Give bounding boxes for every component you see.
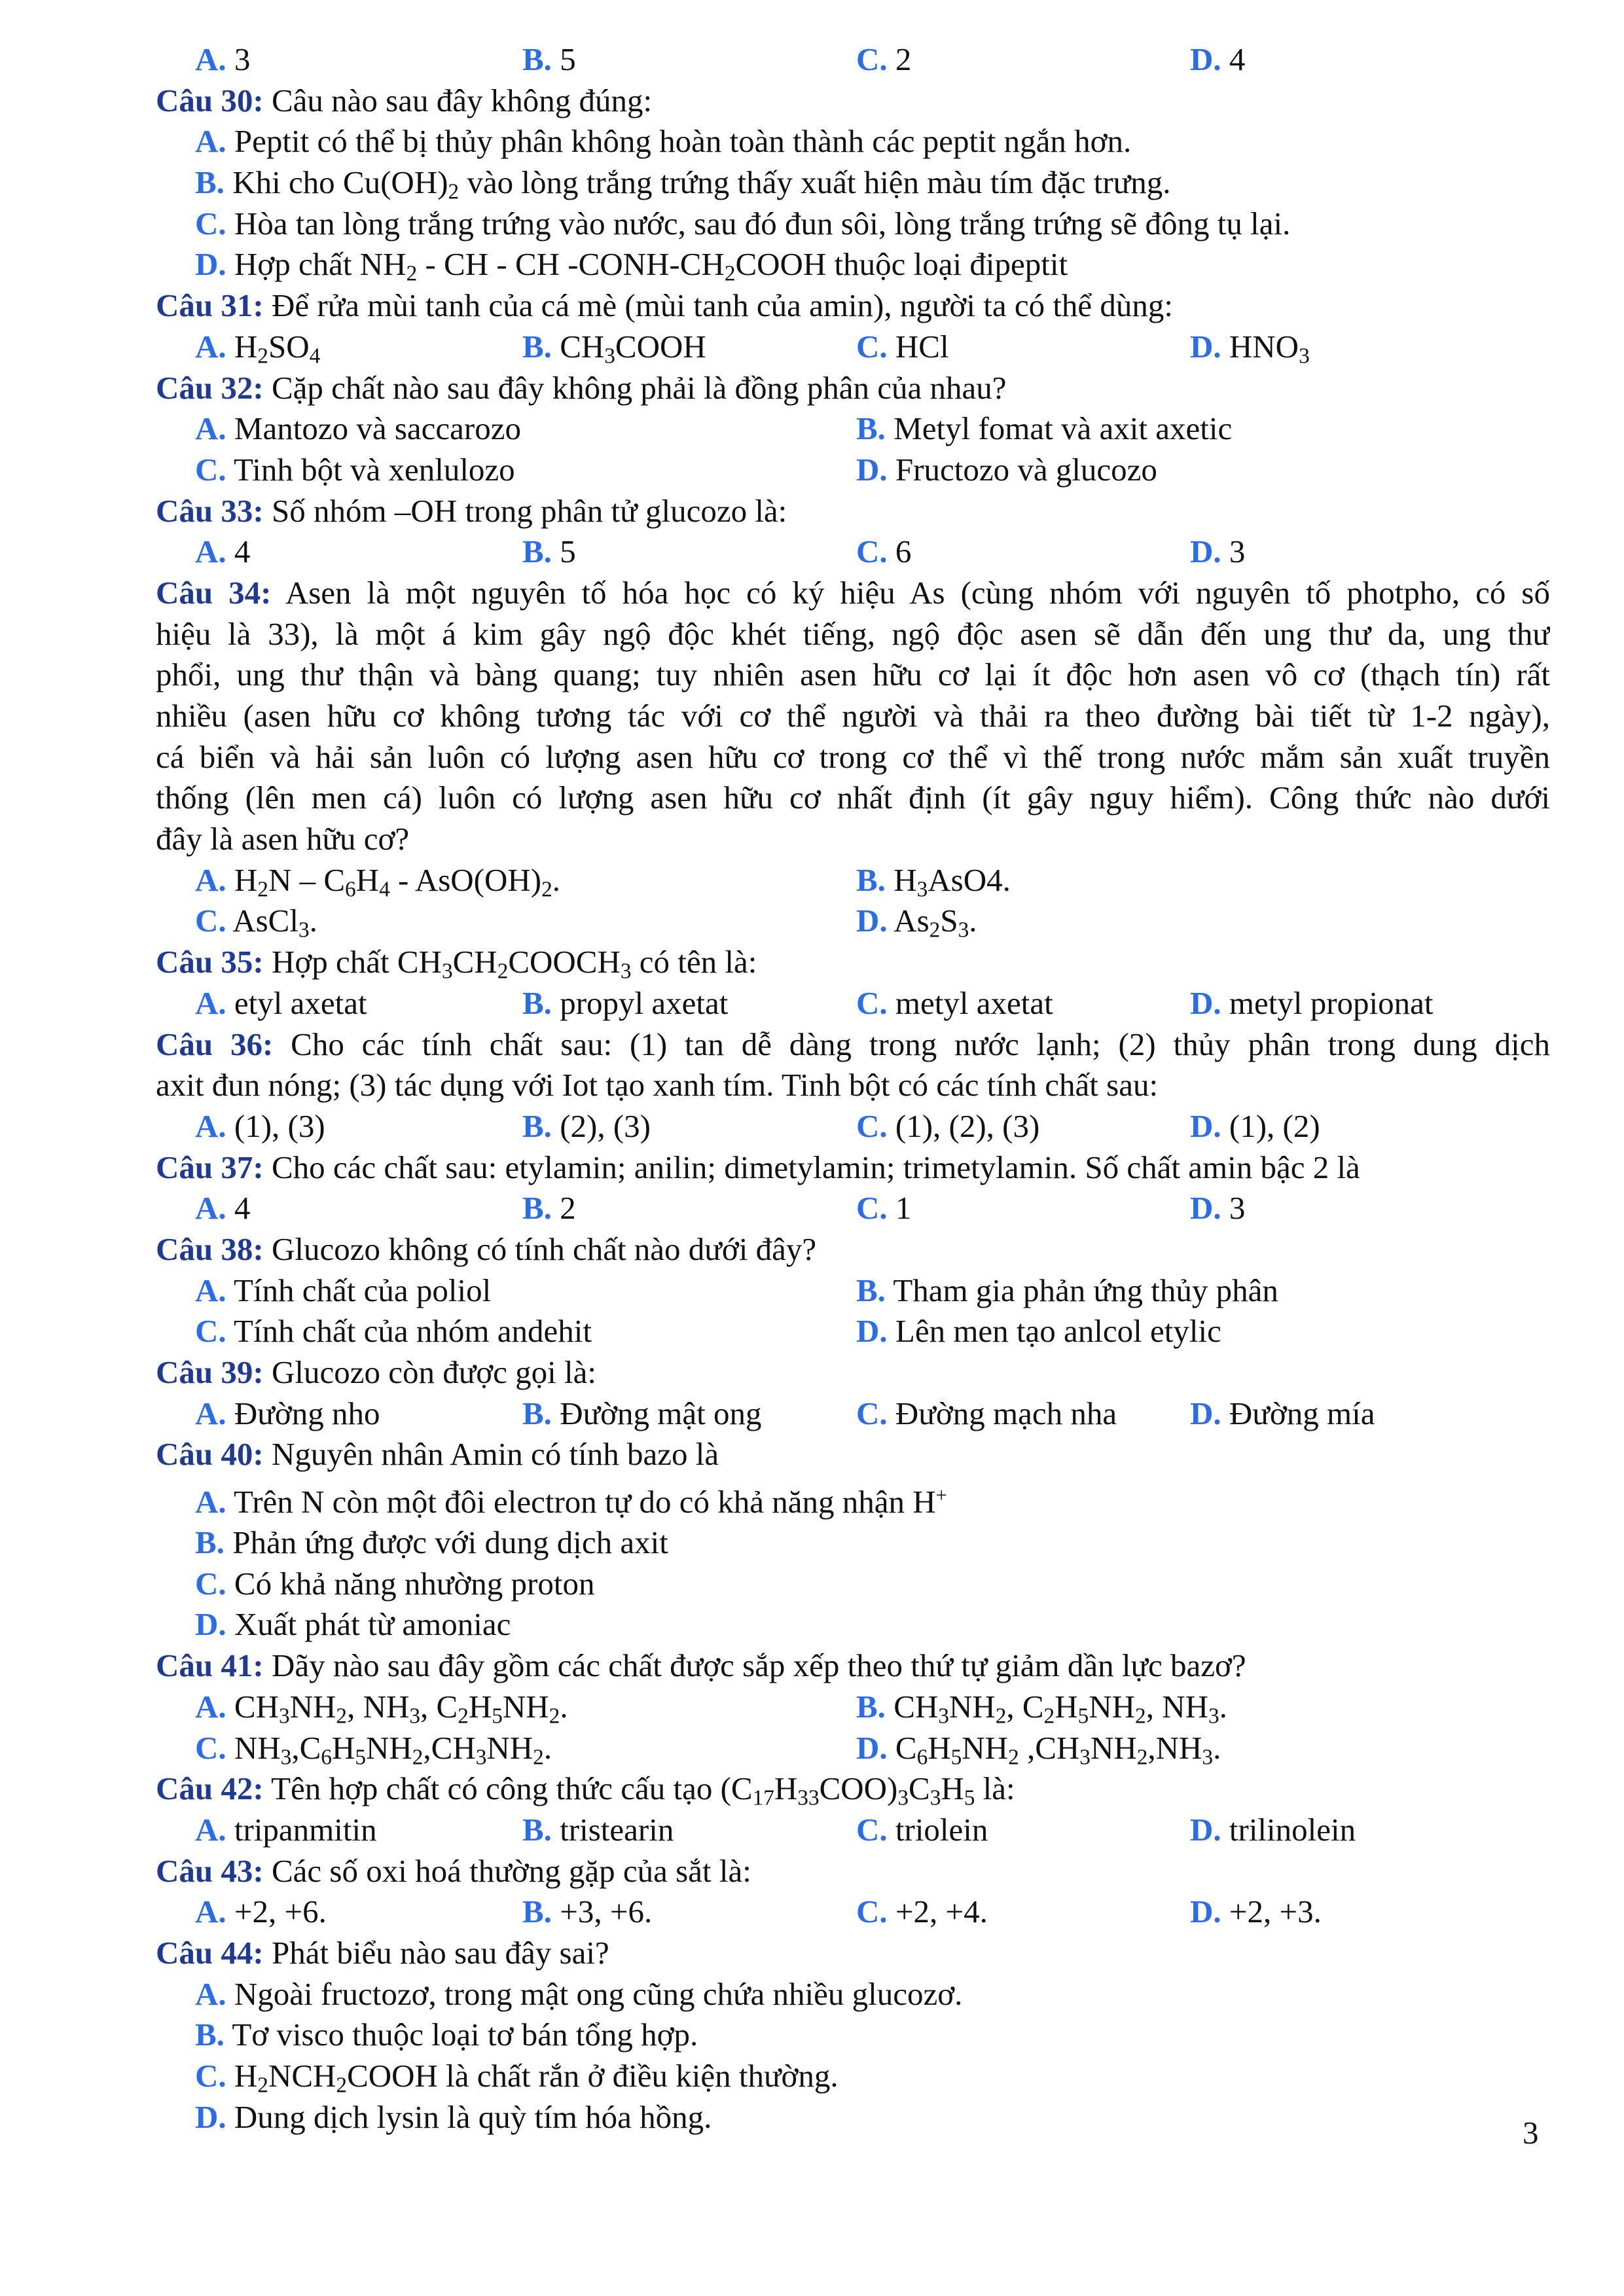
question-36	[156, 1024, 1550, 1106]
question-number: Câu 39:	[156, 1354, 264, 1390]
option-text: 3	[234, 41, 251, 77]
answer-row	[156, 327, 1550, 368]
answer-row	[156, 1728, 1550, 1769]
option-d	[195, 244, 1068, 285]
option-d: D. $HNO_3$	[1190, 328, 1310, 368]
question-38	[156, 1229, 1550, 1270]
question-33	[156, 491, 1550, 532]
answer-row	[156, 1393, 1550, 1435]
option-text: 2	[895, 41, 912, 77]
option-b: B. tristearin	[522, 1811, 674, 1848]
option-text: 5	[560, 41, 576, 77]
option-b: B. Phản ứng được với dung dịch axit	[195, 1524, 668, 1561]
option-a: A. Tính chất của poliol	[195, 1272, 492, 1308]
option-b: B. Đường mật ong	[522, 1395, 762, 1431]
option-b	[522, 39, 576, 81]
option-b: B. $CH_3COOH$	[522, 328, 706, 368]
option-d: D. Fructozo và glucozo	[856, 451, 1157, 488]
question-text: Số nhóm –OH trong phân tử glucozo là:	[271, 492, 787, 529]
option-label: D.	[1190, 41, 1221, 77]
option-b: B. propyl axetat	[522, 984, 729, 1021]
option-b: B. 5	[522, 533, 576, 570]
question-text: Cặp chất nào sau đây không phải là đồng phân của nhau?	[271, 369, 1007, 406]
question-43	[156, 1851, 1550, 1892]
option-a: A. Ngoài fructozơ, trong mật ong cũng chứa nhiều glucozơ.	[195, 1975, 963, 2012]
option-label: C.	[856, 41, 888, 77]
question-text: Để rửa mùi tanh của cá mè (mùi tanh của amin), người ta có thể dùng:	[271, 287, 1174, 324]
question-text: Glucozo còn được gọi là:	[271, 1354, 597, 1390]
option-a: A. 4	[195, 1190, 251, 1227]
option-c: C. Tính chất của nhóm andehit	[195, 1313, 592, 1350]
option-b: B. Metyl fomat và axit axetic	[856, 410, 1233, 447]
answer-row	[156, 1270, 1550, 1312]
option-b	[195, 162, 1171, 204]
option-a: A. +2, +6.	[195, 1893, 327, 1930]
option-a: A. Mantozo và saccarozo	[195, 410, 521, 447]
option-b: B. Tham gia phản ứng thủy phân	[856, 1272, 1278, 1308]
option-c: C. (1), (2), (3)	[856, 1107, 1040, 1144]
question-42	[156, 1768, 1550, 1810]
question-text: phổi, ung thư thận và bàng quang; tuy nhiên asen hữu cơ lại ít độc hơn asen vô cơ (thạch tín) rất	[156, 656, 1550, 693]
option-label: B.	[195, 164, 225, 201]
option-d: D. Dung dịch lysin là quỳ tím hóa hồng.	[195, 2098, 712, 2135]
question-number: Câu 41:	[156, 1647, 264, 1684]
option-label: A.	[195, 41, 226, 77]
option-c: C. Đường mạch nha	[856, 1395, 1117, 1431]
option-d: D. (1), (2)	[1190, 1107, 1320, 1144]
option-a: A. $H_2SO_4$	[195, 328, 321, 368]
option-b: B. 2	[522, 1190, 576, 1227]
option-text: Khi cho $Cu(OH)_2$ vào lòng trắng trứng thấy xuất hiện màu tím đặc trưng.	[232, 164, 1171, 204]
option-c	[195, 204, 1290, 245]
question-44	[156, 1933, 1550, 1974]
option-d: D. Lên men tạo anlcol etylic	[856, 1313, 1221, 1350]
question-text: hiệu là 33), là một á kim gây ngộ độc khét tiếng, ngộ độc asen sẽ dẫn đến ung thư da, ung thư	[156, 615, 1550, 652]
question-number: Câu 32:	[156, 369, 264, 406]
option-c: C. AsCl$_3$.	[195, 903, 317, 942]
option-d: D. +2, +3.	[1190, 1893, 1322, 1930]
question-text: Hợp chất $CH_3CH_2COOCH_3$ có tên là:	[271, 944, 757, 984]
option-b: B. $CH_3NH_2$, $C_2H_5NH_2$, $NH_3$.	[856, 1688, 1227, 1729]
answer-row	[156, 1106, 1550, 1147]
question-34	[156, 573, 1550, 860]
answer-row	[156, 1892, 1550, 1933]
option-c: C. 1	[856, 1190, 912, 1227]
option-c: C. $H_2NCH_2COOH$ là chất rắn ở điều kiện thường.	[195, 2058, 839, 2098]
page-number: 3	[1523, 2115, 1539, 2151]
question-31	[156, 285, 1550, 327]
question-number: Câu 37:	[156, 1149, 264, 1185]
answer-row	[156, 1810, 1550, 1851]
question-text: nhiều (asen hữu cơ không tương tác với cơ thể người và thải ra theo đường bài tiết từ 1-2 ngày),	[156, 698, 1550, 734]
question-text: Cho các chất sau: etylamin; anilin; dimetylamin; trimetylamin. Số chất amin bậc 2 là	[271, 1149, 1360, 1185]
option-label: D.	[195, 246, 226, 283]
option-c: C. HCl	[856, 328, 949, 365]
answer-row	[156, 450, 1550, 491]
question-number: Câu 43:	[156, 1852, 264, 1889]
question-text: Tên hợp chất có công thức cấu tạo $(C_{17}H_{33}COO)_3C_3H_5$ là:	[271, 1770, 1015, 1810]
option-text: Hợp chất $NH_2$ - CH - CH $-CONH-CH_2COOH$ thuộc loại đipeptit	[234, 246, 1068, 286]
question-41	[156, 1645, 1550, 1687]
option-d: D. 3	[1190, 533, 1246, 570]
option-c: C. $NH_3,C_6H_5NH_2,CH_3NH_2$.	[195, 1729, 552, 1769]
question-number: Câu 42:	[156, 1770, 264, 1807]
question-number: Câu 38:	[156, 1230, 264, 1267]
question-number: Câu 35:	[156, 944, 264, 980]
option-c: C. metyl axetat	[856, 984, 1053, 1021]
option-d: D. Xuất phát từ amoniac	[195, 1606, 511, 1643]
option-label: C.	[195, 205, 226, 242]
option-c: C. +2, +4.	[856, 1893, 988, 1930]
answer-row	[156, 1475, 1550, 1522]
question-text: Nguyên nhân Amin có tính bazo là	[271, 1436, 719, 1473]
option-c: C. 6	[856, 533, 912, 570]
answer-row	[156, 1687, 1550, 1728]
question-number: Câu 33:	[156, 492, 264, 529]
option-d: D. $As_2S_3$.	[856, 903, 977, 942]
option-b: B. Tơ visco thuộc loại tơ bán tổng hợp.	[195, 2017, 698, 2053]
option-a: A. 4	[195, 533, 251, 570]
option-c: C. Có khả năng nhường proton	[195, 1565, 595, 1602]
option-b: B. +3, +6.	[522, 1893, 653, 1930]
answer-row	[156, 408, 1550, 450]
question-text: Asen là một nguyên tố hóa học có ký hiệu As (cùng nhóm với nguyên tố photpho, có số	[285, 574, 1550, 611]
option-c: C. Tinh bột và xenlulozo	[195, 451, 515, 488]
option-d: D. $C_6H_5NH_2$ $,CH_3NH_2,NH_3$.	[856, 1729, 1221, 1769]
answer-row	[156, 860, 1550, 901]
question-number: Câu 40:	[156, 1436, 264, 1473]
question-number: Câu 34:	[156, 574, 272, 611]
option-d: D. metyl propionat	[1190, 984, 1434, 1021]
answer-row	[156, 1188, 1550, 1229]
option-c: C. triolein	[856, 1811, 988, 1848]
question-35	[156, 942, 1550, 983]
option-text: 4	[1229, 41, 1246, 77]
answer-row	[156, 1311, 1550, 1352]
option-d: D. trilinolein	[1190, 1811, 1356, 1848]
option-a: A. Trên N còn một đôi electron tự do có khả năng nhận H+	[195, 1484, 947, 1520]
question-40	[156, 1434, 1550, 1475]
option-a: A. etyl axetat	[195, 984, 367, 1021]
question-number: Câu 36:	[156, 1026, 274, 1062]
option-a: A. Đường nho	[195, 1395, 380, 1431]
option-a	[195, 121, 1131, 162]
option-c	[856, 39, 911, 81]
question-text: Câu nào sau đây không đúng:	[271, 82, 653, 118]
option-a: A. tripanmitin	[195, 1811, 377, 1848]
answer-row	[156, 901, 1550, 942]
question-text: đây là asen hữu cơ?	[156, 821, 410, 857]
option-text: Hòa tan lòng trắng trứng vào nước, sau đó đun sôi, lòng trắng trứng sẽ đông tụ lại.	[234, 205, 1291, 242]
question-text: Dãy nào sau đây gồm các chất được sắp xếp theo thứ tự giảm dần lực bazơ?	[271, 1647, 1246, 1684]
question-number: Câu 31:	[156, 287, 264, 324]
option-d: D. 3	[1190, 1190, 1246, 1227]
question-text: Cho các tính chất sau: (1) tan dễ dàng trong nước lạnh; (2) thủy phân trong dung dịch	[291, 1026, 1550, 1062]
question-39	[156, 1352, 1550, 1393]
question-list	[156, 39, 1550, 2138]
option-d: D. Đường mía	[1190, 1395, 1375, 1431]
question-text: Phát biểu nào sau đây sai?	[271, 1934, 609, 1971]
question-32	[156, 368, 1550, 409]
question-number: Câu 30:	[156, 82, 264, 118]
option-a: A. $H_2N - C_6H_4 - AsO(OH)_2$.	[195, 861, 560, 902]
option-b: B. $H_3AsO4$.	[856, 861, 1011, 902]
option-text: Peptit có thể bị thủy phân không hoàn toàn thành các peptit ngắn hơn.	[234, 123, 1132, 160]
question-text: Các số oxi hoá thường gặp của sắt là:	[271, 1852, 751, 1889]
option-a: A. (1), (3)	[195, 1107, 325, 1144]
option-label: B.	[522, 41, 552, 77]
answer-row	[156, 531, 1550, 573]
question-text: axit đun nóng; (3) tác dụng với Iot tạo xanh tím. Tinh bột có các tính chất sau:	[156, 1067, 1159, 1103]
question-37	[156, 1147, 1550, 1189]
option-a	[195, 39, 250, 81]
question-text: Glucozo không có tính chất nào dưới đây?	[271, 1230, 817, 1267]
answer-row	[156, 983, 1550, 1024]
question-text: cá biển và hải sản luôn có lượng asen hữu cơ trong cơ thể vì thế trong nước mắm sản xuất truyền	[156, 738, 1550, 775]
question-text: thống (lên men cá) luôn có lượng asen hữu cơ nhất định (ít gây nguy hiểm). Công thức nào dưới	[156, 780, 1550, 816]
option-label: A.	[195, 123, 226, 160]
question-30	[156, 81, 1550, 122]
option-a: A. $CH_3NH_2$, $NH_3$, $C_2H_5NH_2$.	[195, 1688, 568, 1729]
question-number: Câu 44:	[156, 1934, 264, 1971]
option-b: B. (2), (3)	[522, 1107, 651, 1144]
option-d	[1190, 39, 1245, 81]
answer-row-q29	[156, 39, 1550, 81]
